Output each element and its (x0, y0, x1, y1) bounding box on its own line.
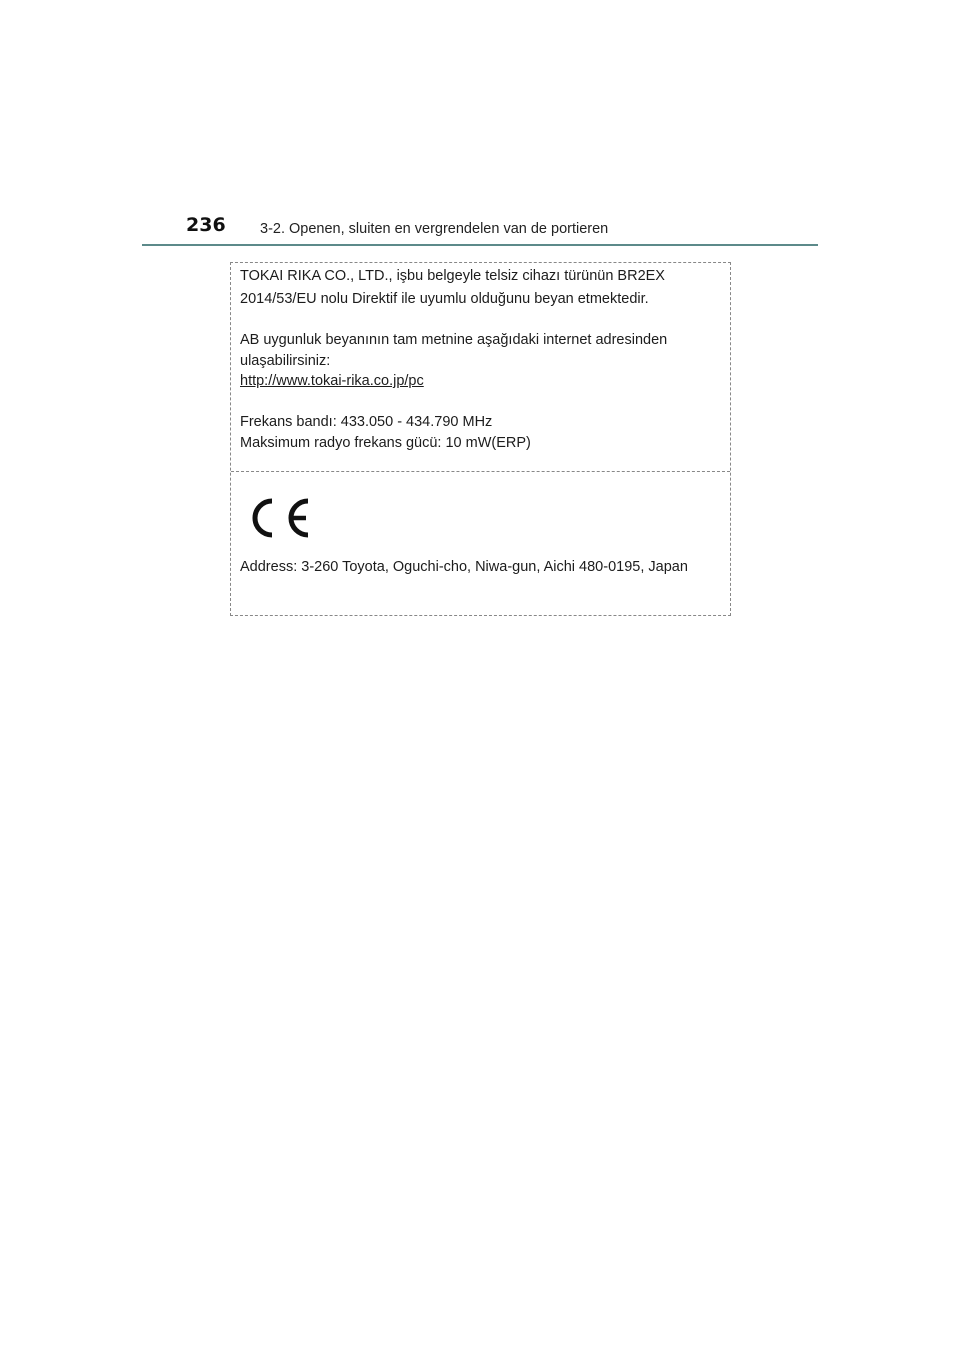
compliance-notice-box (230, 262, 731, 616)
ce-mark-icon (248, 496, 312, 540)
manufacturer-address: Address: 3-260 Toyota, Oguchi-cho, Niwa-gun, Aichi 480-0195, Japan (240, 559, 688, 575)
header-divider (142, 244, 818, 246)
max-power-text: Maksimum radyo frekans gücü: 10 mW(ERP) (240, 435, 531, 451)
page-number: 236 (186, 214, 226, 236)
declaration-url-link[interactable]: http://www.tokai-rika.co.jp/pc (240, 373, 424, 389)
declaration-section (231, 263, 730, 472)
ce-address-section (231, 472, 730, 615)
frequency-band-text: Frekans bandı: 433.050 - 434.790 MHz (240, 414, 493, 430)
section-title: 3-2. Openen, sluiten en vergrendelen van de portieren (260, 221, 609, 237)
declaration-line-2: 2014/53/EU nolu Direktif ile uyumlu olduğunu beyan etmektedir. (240, 291, 649, 307)
declaration-line-1: TOKAI RIKA CO., LTD., işbu belgeyle telsiz cihazı türünün BR2EX (240, 268, 665, 284)
access-line-1: AB uygunluk beyanının tam metnine aşağıdaki internet adresinden (240, 332, 668, 348)
access-line-2: ulaşabilirsiniz: (240, 353, 331, 369)
